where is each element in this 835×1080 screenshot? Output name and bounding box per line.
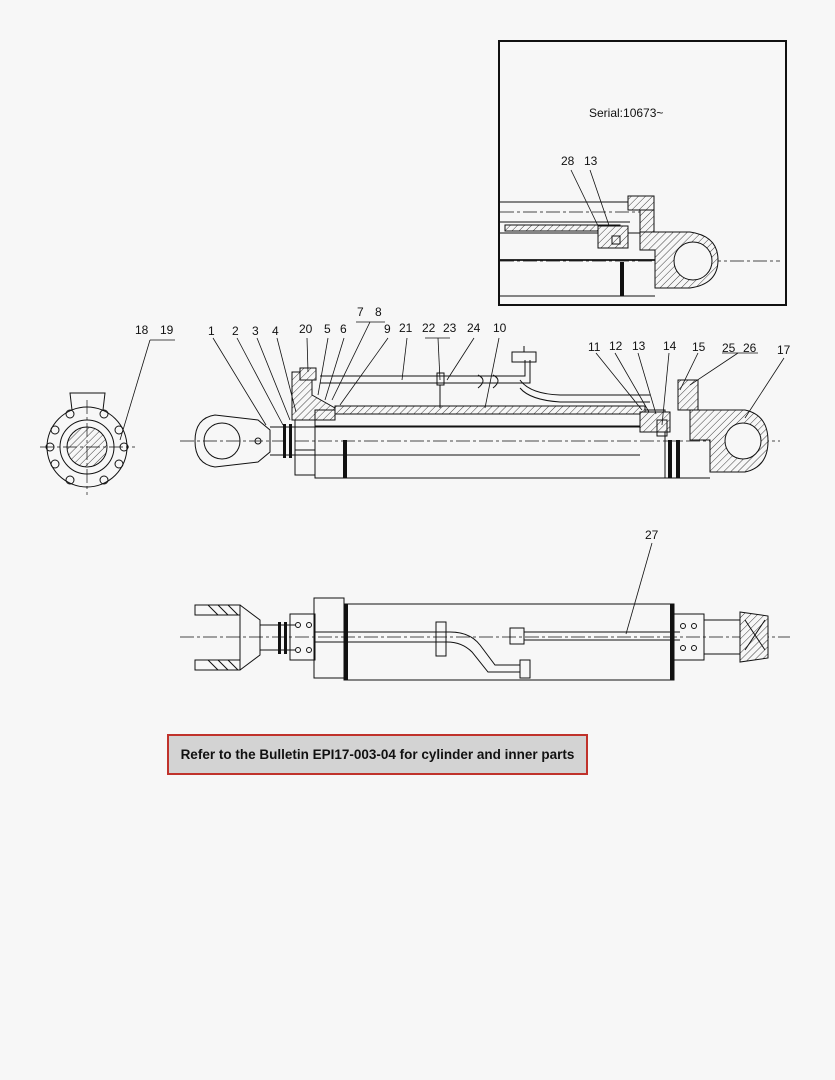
callout-7: 7 [357, 305, 364, 319]
callout-10: 10 [493, 321, 507, 335]
callout-3: 3 [252, 324, 259, 338]
callout-20: 20 [299, 322, 313, 336]
cylinder-section-view [180, 346, 780, 478]
callout-2: 2 [232, 324, 239, 338]
callout-8: 8 [375, 305, 382, 319]
callout-14: 14 [663, 339, 677, 353]
callout-15: 15 [692, 340, 706, 354]
callout-21: 21 [399, 321, 413, 335]
bulletin-notice [167, 734, 588, 775]
callout-4: 4 [272, 324, 279, 338]
callout-6: 6 [340, 322, 347, 336]
callout-18: 18 [135, 323, 149, 337]
inset-detail [499, 41, 786, 305]
callout-19: 19 [160, 323, 174, 337]
end-view-flange [40, 340, 175, 495]
callout-12: 12 [609, 339, 623, 353]
callout-1: 1 [208, 324, 215, 338]
callout-17: 17 [777, 343, 791, 357]
callout-27: 27 [645, 528, 659, 542]
callout-22: 22 [422, 321, 436, 335]
inset-frame [499, 41, 786, 305]
inset-serial-label: Serial:10673~ [589, 106, 664, 120]
callout-23: 23 [443, 321, 457, 335]
bulletin-notice-text: Refer to the Bulletin EPI17-003-04 for cylinder and inner parts [180, 747, 575, 762]
inset-drawing [500, 170, 780, 296]
callout-26: 26 [743, 341, 757, 355]
callout-24: 24 [467, 321, 481, 335]
cylinder-top-view [180, 598, 790, 680]
inset-callout-28: 28 [561, 154, 575, 168]
callout-5: 5 [324, 322, 331, 336]
callout-25: 25 [722, 341, 736, 355]
inset-callout-13: 13 [584, 154, 598, 168]
callout-13: 13 [632, 339, 646, 353]
callout-11: 11 [588, 340, 601, 354]
callout-9: 9 [384, 322, 391, 336]
